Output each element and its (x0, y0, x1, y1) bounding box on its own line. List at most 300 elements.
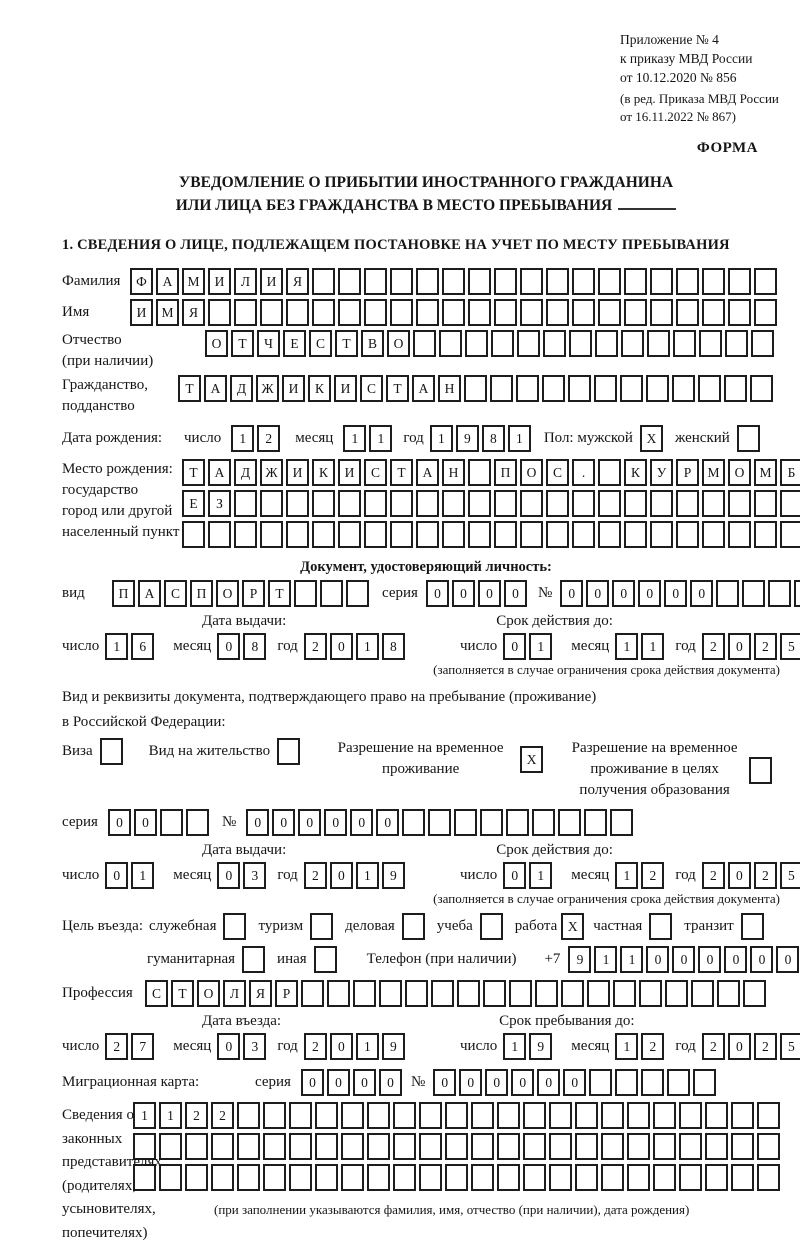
form-cell[interactable] (780, 521, 800, 548)
form-cell[interactable] (598, 490, 621, 517)
form-cell[interactable] (653, 1164, 676, 1191)
form-cell[interactable]: А (412, 375, 435, 402)
form-cell[interactable]: X (640, 425, 663, 452)
form-cell[interactable]: 1 (615, 633, 638, 660)
form-cell[interactable]: Т (335, 330, 358, 357)
form-cell[interactable] (641, 1069, 664, 1096)
form-cell[interactable]: 0 (217, 1033, 240, 1060)
form-cell[interactable] (315, 1164, 338, 1191)
form-cell[interactable]: 0 (537, 1069, 560, 1096)
form-cell[interactable]: 1 (615, 1033, 638, 1060)
form-cell[interactable] (405, 980, 428, 1007)
form-cell[interactable] (263, 1133, 286, 1160)
form-cell[interactable]: З (208, 490, 231, 517)
form-cell[interactable] (315, 1102, 338, 1129)
form-cell[interactable]: И (130, 299, 153, 326)
form-cell[interactable] (413, 330, 436, 357)
form-cell[interactable] (741, 913, 764, 940)
form-cell[interactable] (160, 809, 183, 836)
form-cell[interactable] (546, 268, 569, 295)
form-cell[interactable] (186, 809, 209, 836)
form-cell[interactable]: Н (442, 459, 465, 486)
form-cell[interactable] (468, 268, 491, 295)
form-cell[interactable]: 2 (641, 1033, 664, 1060)
form-cell[interactable]: 2 (257, 425, 280, 452)
form-cell[interactable]: 8 (482, 425, 505, 452)
form-cell[interactable] (575, 1133, 598, 1160)
form-cell[interactable] (731, 1133, 754, 1160)
form-cell[interactable]: 2 (105, 1033, 128, 1060)
form-cell[interactable]: 0 (426, 580, 449, 607)
form-cell[interactable] (647, 330, 670, 357)
form-cell[interactable]: 0 (105, 862, 128, 889)
form-cell[interactable]: Е (283, 330, 306, 357)
form-cell[interactable]: 2 (304, 633, 327, 660)
form-cell[interactable]: 2 (304, 862, 327, 889)
form-cell[interactable]: 7 (131, 1033, 154, 1060)
form-cell[interactable] (569, 330, 592, 357)
form-cell[interactable] (471, 1164, 494, 1191)
form-cell[interactable] (506, 809, 529, 836)
form-cell[interactable] (416, 268, 439, 295)
form-cell[interactable] (491, 330, 514, 357)
form-cell[interactable] (208, 521, 231, 548)
form-cell[interactable] (182, 521, 205, 548)
form-cell[interactable]: А (416, 459, 439, 486)
form-cell[interactable] (698, 375, 721, 402)
form-cell[interactable] (341, 1164, 364, 1191)
form-cell[interactable]: 0 (330, 633, 353, 660)
form-cell[interactable] (439, 330, 462, 357)
form-cell[interactable]: П (190, 580, 213, 607)
form-cell[interactable] (367, 1102, 390, 1129)
form-cell[interactable] (693, 1069, 716, 1096)
form-cell[interactable]: С (309, 330, 332, 357)
form-cell[interactable]: 9 (529, 1033, 552, 1060)
form-cell[interactable]: 0 (459, 1069, 482, 1096)
form-cell[interactable] (416, 521, 439, 548)
form-cell[interactable]: И (208, 268, 231, 295)
form-cell[interactable]: У (650, 459, 673, 486)
form-cell[interactable] (402, 809, 425, 836)
form-cell[interactable]: 0 (503, 633, 526, 660)
form-cell[interactable] (442, 299, 465, 326)
form-cell[interactable] (757, 1133, 780, 1160)
form-cell[interactable] (416, 490, 439, 517)
form-cell[interactable]: Т (182, 459, 205, 486)
form-cell[interactable] (532, 809, 555, 836)
form-cell[interactable] (754, 521, 777, 548)
form-cell[interactable] (346, 580, 369, 607)
form-cell[interactable]: 3 (243, 1033, 266, 1060)
form-cell[interactable] (390, 299, 413, 326)
form-cell[interactable]: 2 (304, 1033, 327, 1060)
form-cell[interactable]: 0 (246, 809, 269, 836)
form-cell[interactable]: 0 (217, 633, 240, 660)
form-cell[interactable]: И (260, 268, 283, 295)
form-cell[interactable]: 1 (356, 633, 379, 660)
form-cell[interactable] (589, 1069, 612, 1096)
form-cell[interactable]: 9 (568, 946, 591, 973)
form-cell[interactable]: Р (275, 980, 298, 1007)
form-cell[interactable]: К (308, 375, 331, 402)
form-cell[interactable] (211, 1164, 234, 1191)
form-cell[interactable] (587, 980, 610, 1007)
form-cell[interactable] (737, 425, 760, 452)
form-cell[interactable] (627, 1133, 650, 1160)
form-cell[interactable]: 0 (646, 946, 669, 973)
form-cell[interactable] (517, 330, 540, 357)
form-cell[interactable] (100, 738, 123, 765)
form-cell[interactable]: 1 (159, 1102, 182, 1129)
form-cell[interactable]: 2 (702, 862, 725, 889)
form-cell[interactable] (480, 809, 503, 836)
form-cell[interactable]: 3 (243, 862, 266, 889)
form-cell[interactable]: Ч (257, 330, 280, 357)
form-cell[interactable]: 0 (503, 862, 526, 889)
form-cell[interactable] (731, 1164, 754, 1191)
form-cell[interactable] (757, 1164, 780, 1191)
form-cell[interactable] (390, 490, 413, 517)
form-cell[interactable] (471, 1133, 494, 1160)
form-cell[interactable] (445, 1102, 468, 1129)
form-cell[interactable]: 0 (350, 809, 373, 836)
form-cell[interactable]: М (754, 459, 777, 486)
form-cell[interactable]: 0 (217, 862, 240, 889)
form-cell[interactable]: 0 (612, 580, 635, 607)
form-cell[interactable] (546, 521, 569, 548)
form-cell[interactable] (416, 299, 439, 326)
form-cell[interactable] (598, 299, 621, 326)
form-cell[interactable]: 1 (594, 946, 617, 973)
form-cell[interactable] (419, 1133, 442, 1160)
form-cell[interactable] (442, 521, 465, 548)
form-cell[interactable] (705, 1164, 728, 1191)
form-cell[interactable]: X (520, 746, 543, 773)
form-cell[interactable] (610, 809, 633, 836)
form-cell[interactable]: В (361, 330, 384, 357)
form-cell[interactable] (465, 330, 488, 357)
form-cell[interactable] (338, 490, 361, 517)
form-cell[interactable] (768, 580, 791, 607)
form-cell[interactable] (314, 946, 337, 973)
form-cell[interactable]: 0 (330, 1033, 353, 1060)
form-cell[interactable] (750, 375, 773, 402)
form-cell[interactable]: Т (231, 330, 254, 357)
form-cell[interactable]: 5 (780, 862, 800, 889)
form-cell[interactable] (621, 330, 644, 357)
form-cell[interactable]: А (208, 459, 231, 486)
form-cell[interactable]: 0 (750, 946, 773, 973)
form-cell[interactable]: 0 (724, 946, 747, 973)
form-cell[interactable] (627, 1102, 650, 1129)
form-cell[interactable]: Ж (256, 375, 279, 402)
form-cell[interactable] (780, 490, 800, 517)
form-cell[interactable] (543, 330, 566, 357)
form-cell[interactable]: 0 (728, 862, 751, 889)
form-cell[interactable]: 5 (780, 1033, 800, 1060)
form-cell[interactable] (558, 809, 581, 836)
form-cell[interactable] (286, 521, 309, 548)
form-cell[interactable]: 0 (379, 1069, 402, 1096)
form-cell[interactable]: Д (234, 459, 257, 486)
form-cell[interactable] (327, 980, 350, 1007)
form-cell[interactable] (341, 1102, 364, 1129)
form-cell[interactable] (445, 1133, 468, 1160)
form-cell[interactable]: П (112, 580, 135, 607)
form-cell[interactable] (289, 1133, 312, 1160)
form-cell[interactable]: 9 (382, 862, 405, 889)
form-cell[interactable] (705, 1102, 728, 1129)
form-cell[interactable]: О (520, 459, 543, 486)
form-cell[interactable]: П (494, 459, 517, 486)
form-cell[interactable]: 2 (754, 1033, 777, 1060)
form-cell[interactable] (794, 580, 800, 607)
form-cell[interactable]: Я (182, 299, 205, 326)
form-cell[interactable] (679, 1164, 702, 1191)
form-cell[interactable] (289, 1102, 312, 1129)
form-cell[interactable] (724, 375, 747, 402)
form-cell[interactable] (728, 521, 751, 548)
form-cell[interactable] (598, 459, 621, 486)
form-cell[interactable] (312, 268, 335, 295)
form-cell[interactable]: 0 (108, 809, 131, 836)
form-cell[interactable]: 0 (272, 809, 295, 836)
form-cell[interactable] (289, 1164, 312, 1191)
form-cell[interactable] (457, 980, 480, 1007)
form-cell[interactable] (717, 980, 740, 1007)
form-cell[interactable] (428, 809, 451, 836)
form-cell[interactable]: О (728, 459, 751, 486)
form-cell[interactable]: О (387, 330, 410, 357)
form-cell[interactable] (702, 268, 725, 295)
form-cell[interactable] (367, 1133, 390, 1160)
form-cell[interactable] (312, 299, 335, 326)
form-cell[interactable] (561, 980, 584, 1007)
form-cell[interactable] (294, 580, 317, 607)
form-cell[interactable] (159, 1133, 182, 1160)
form-cell[interactable] (494, 299, 517, 326)
form-cell[interactable] (676, 299, 699, 326)
form-cell[interactable]: К (312, 459, 335, 486)
form-cell[interactable] (751, 330, 774, 357)
form-cell[interactable] (445, 1164, 468, 1191)
form-cell[interactable]: 1 (343, 425, 366, 452)
form-cell[interactable]: 0 (560, 580, 583, 607)
form-cell[interactable] (402, 913, 425, 940)
form-cell[interactable]: 0 (376, 809, 399, 836)
form-cell[interactable] (673, 330, 696, 357)
form-cell[interactable] (301, 980, 324, 1007)
form-cell[interactable] (624, 490, 647, 517)
form-cell[interactable]: М (156, 299, 179, 326)
form-cell[interactable]: Т (171, 980, 194, 1007)
form-cell[interactable]: 1 (369, 425, 392, 452)
form-cell[interactable] (393, 1164, 416, 1191)
form-cell[interactable] (594, 375, 617, 402)
form-cell[interactable] (520, 268, 543, 295)
form-cell[interactable]: 2 (754, 633, 777, 660)
form-cell[interactable]: 1 (356, 1033, 379, 1060)
form-cell[interactable] (509, 980, 532, 1007)
form-cell[interactable] (672, 375, 695, 402)
form-cell[interactable]: 1 (133, 1102, 156, 1129)
form-cell[interactable] (468, 521, 491, 548)
form-cell[interactable] (263, 1102, 286, 1129)
form-cell[interactable] (364, 299, 387, 326)
form-cell[interactable] (468, 490, 491, 517)
form-cell[interactable]: 1 (131, 862, 154, 889)
form-cell[interactable]: 0 (485, 1069, 508, 1096)
form-cell[interactable]: О (205, 330, 228, 357)
form-cell[interactable]: 0 (690, 580, 713, 607)
form-cell[interactable]: 2 (754, 862, 777, 889)
form-cell[interactable] (494, 521, 517, 548)
form-cell[interactable] (310, 913, 333, 940)
form-cell[interactable]: 5 (780, 633, 800, 660)
form-cell[interactable]: Т (178, 375, 201, 402)
form-cell[interactable]: 0 (298, 809, 321, 836)
form-cell[interactable] (613, 980, 636, 1007)
form-cell[interactable]: 2 (185, 1102, 208, 1129)
form-cell[interactable]: 0 (301, 1069, 324, 1096)
form-cell[interactable] (263, 1164, 286, 1191)
form-cell[interactable] (624, 299, 647, 326)
form-cell[interactable] (471, 1102, 494, 1129)
form-cell[interactable]: . (572, 459, 595, 486)
form-cell[interactable] (390, 268, 413, 295)
form-cell[interactable]: И (338, 459, 361, 486)
form-cell[interactable] (520, 490, 543, 517)
form-cell[interactable] (615, 1069, 638, 1096)
form-cell[interactable]: С (145, 980, 168, 1007)
form-cell[interactable] (520, 521, 543, 548)
form-cell[interactable]: 9 (456, 425, 479, 452)
form-cell[interactable]: 1 (105, 633, 128, 660)
form-cell[interactable] (716, 580, 739, 607)
form-cell[interactable] (542, 375, 565, 402)
form-cell[interactable] (649, 913, 672, 940)
form-cell[interactable]: Е (182, 490, 205, 517)
form-cell[interactable] (260, 299, 283, 326)
form-cell[interactable] (650, 490, 673, 517)
form-cell[interactable] (549, 1164, 572, 1191)
form-cell[interactable]: 0 (698, 946, 721, 973)
form-cell[interactable] (568, 375, 591, 402)
form-cell[interactable]: 0 (324, 809, 347, 836)
form-cell[interactable]: К (624, 459, 647, 486)
form-cell[interactable]: А (204, 375, 227, 402)
form-cell[interactable] (601, 1133, 624, 1160)
form-cell[interactable]: Ф (130, 268, 153, 295)
form-cell[interactable] (523, 1133, 546, 1160)
form-cell[interactable] (353, 980, 376, 1007)
form-cell[interactable] (575, 1164, 598, 1191)
form-cell[interactable] (546, 299, 569, 326)
form-cell[interactable]: 9 (382, 1033, 405, 1060)
form-cell[interactable] (497, 1102, 520, 1129)
form-cell[interactable]: 0 (504, 580, 527, 607)
form-cell[interactable] (624, 521, 647, 548)
form-cell[interactable]: 0 (664, 580, 687, 607)
form-cell[interactable]: 0 (672, 946, 695, 973)
form-cell[interactable]: 1 (620, 946, 643, 973)
form-cell[interactable]: М (182, 268, 205, 295)
form-cell[interactable] (312, 521, 335, 548)
form-cell[interactable]: 2 (641, 862, 664, 889)
form-cell[interactable] (702, 521, 725, 548)
form-cell[interactable]: 0 (511, 1069, 534, 1096)
form-cell[interactable] (379, 980, 402, 1007)
form-cell[interactable] (211, 1133, 234, 1160)
form-cell[interactable]: Б (780, 459, 800, 486)
form-cell[interactable] (364, 490, 387, 517)
form-cell[interactable] (338, 521, 361, 548)
form-cell[interactable]: И (334, 375, 357, 402)
form-cell[interactable] (523, 1102, 546, 1129)
form-cell[interactable] (667, 1069, 690, 1096)
form-cell[interactable] (442, 490, 465, 517)
form-cell[interactable] (208, 299, 231, 326)
form-cell[interactable]: 0 (134, 809, 157, 836)
form-cell[interactable] (572, 268, 595, 295)
form-cell[interactable] (535, 980, 558, 1007)
form-cell[interactable] (749, 757, 772, 784)
form-cell[interactable] (676, 268, 699, 295)
form-cell[interactable]: 0 (728, 633, 751, 660)
form-cell[interactable] (341, 1133, 364, 1160)
form-cell[interactable] (234, 521, 257, 548)
form-cell[interactable]: 8 (382, 633, 405, 660)
form-cell[interactable] (702, 490, 725, 517)
form-cell[interactable]: М (702, 459, 725, 486)
form-cell[interactable] (497, 1133, 520, 1160)
form-cell[interactable]: 0 (478, 580, 501, 607)
form-cell[interactable] (620, 375, 643, 402)
form-cell[interactable]: О (216, 580, 239, 607)
form-cell[interactable]: 1 (529, 633, 552, 660)
form-cell[interactable] (223, 913, 246, 940)
form-cell[interactable]: 2 (702, 1033, 725, 1060)
form-cell[interactable] (468, 459, 491, 486)
form-cell[interactable]: 0 (452, 580, 475, 607)
form-cell[interactable] (442, 268, 465, 295)
form-cell[interactable]: 2 (211, 1102, 234, 1129)
form-cell[interactable] (338, 299, 361, 326)
form-cell[interactable]: Я (249, 980, 272, 1007)
form-cell[interactable] (549, 1102, 572, 1129)
form-cell[interactable] (338, 268, 361, 295)
form-cell[interactable]: Ж (260, 459, 283, 486)
form-cell[interactable]: С (164, 580, 187, 607)
form-cell[interactable] (286, 490, 309, 517)
form-cell[interactable] (237, 1102, 260, 1129)
form-cell[interactable]: 0 (728, 1033, 751, 1060)
form-cell[interactable] (260, 521, 283, 548)
form-cell[interactable] (725, 330, 748, 357)
form-cell[interactable]: 0 (563, 1069, 586, 1096)
form-cell[interactable]: 0 (776, 946, 799, 973)
form-cell[interactable] (234, 490, 257, 517)
form-cell[interactable]: Я (286, 268, 309, 295)
form-cell[interactable] (679, 1133, 702, 1160)
form-cell[interactable]: 1 (529, 862, 552, 889)
form-cell[interactable] (320, 580, 343, 607)
form-cell[interactable] (312, 490, 335, 517)
form-cell[interactable] (598, 268, 621, 295)
form-cell[interactable]: О (197, 980, 220, 1007)
form-cell[interactable] (431, 980, 454, 1007)
